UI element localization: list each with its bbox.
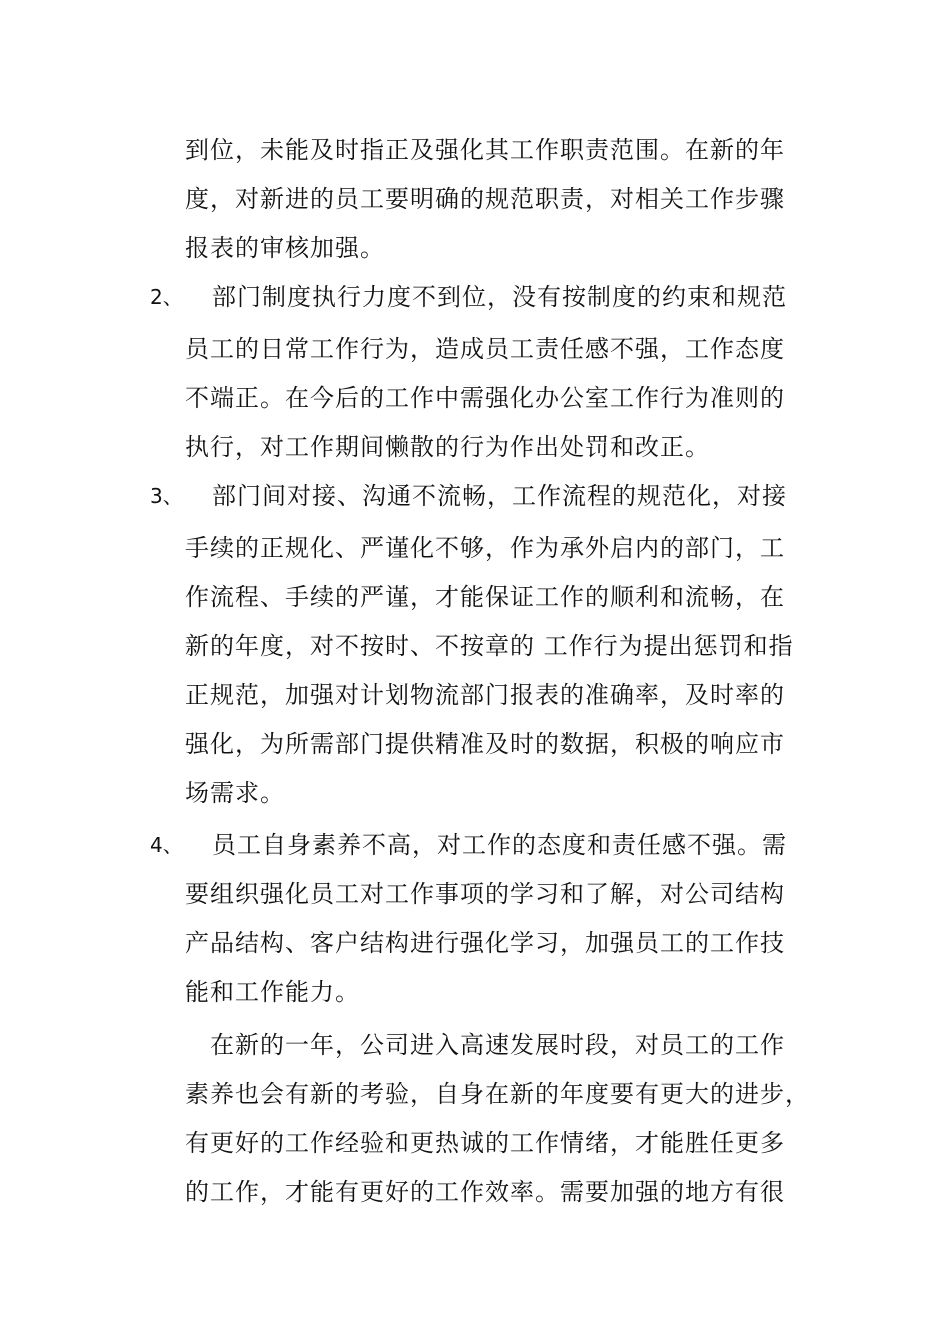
list-item-line: 作流程、手续的严谨，才能保证工作的顺利和流畅，在 [185, 583, 785, 611]
list-item-line: 要组织强化员工对工作事项的学习和了解，对公司结构 [185, 880, 785, 908]
list-item-line: 执行，对工作期间懒散的行为作出处罚和改正。 [185, 433, 710, 461]
list-item-line: 场需求。 [185, 779, 285, 807]
paragraph-line: 度，对新进的员工要明确的规范职责，对相关工作步骤 [185, 185, 785, 213]
paragraph-line: 素养也会有新的考验，自身在新的年度要有更大的进步， [185, 1080, 810, 1108]
paragraph-line: 的工作，才能有更好的工作效率。需要加强的地方有很 [185, 1178, 785, 1206]
list-item-number: 2、 [150, 285, 183, 309]
list-item-line: 正规范，加强对计划物流部门报表的准确率，及时率的 [185, 681, 785, 709]
list-item-line: 部门制度执行力度不到位，没有按制度的约束和规范 [212, 283, 787, 311]
paragraph-line: 在新的一年，公司进入高速发展时段，对员工的工作 [210, 1031, 785, 1059]
list-item-line: 手续的正规化、严谨化不够，作为承外启内的部门，工 [185, 534, 785, 562]
list-item-line: 强化，为所需部门提供精准及时的数据，积极的响应市 [185, 730, 785, 758]
paragraph-line: 到位，未能及时指正及强化其工作职责范围。在新的年 [185, 136, 785, 164]
list-item-line: 不端正。在今后的工作中需强化办公室工作行为准则的 [185, 384, 785, 412]
paragraph-line: 报表的审核加强。 [185, 234, 385, 262]
list-item-line: 员工自身素养不高，对工作的态度和责任感不强。需 [212, 831, 787, 859]
paragraph-line: 有更好的工作经验和更热诚的工作情绪，才能胜任更多 [185, 1129, 785, 1157]
list-item-number: 3、 [150, 484, 183, 508]
list-item-line: 新的年度，对不按时、不按章的 工作行为提出惩罚和指 [185, 632, 794, 660]
list-item-line: 员工的日常工作行为，造成员工责任感不强，工作态度 [185, 335, 785, 363]
list-item-line: 能和工作能力。 [185, 978, 360, 1006]
list-item-number: 4、 [150, 833, 183, 857]
list-item-line: 部门间对接、沟通不流畅，工作流程的规范化，对接 [212, 482, 787, 510]
list-item-line: 产品结构、客户结构进行强化学习，加强员工的工作技 [185, 929, 785, 957]
